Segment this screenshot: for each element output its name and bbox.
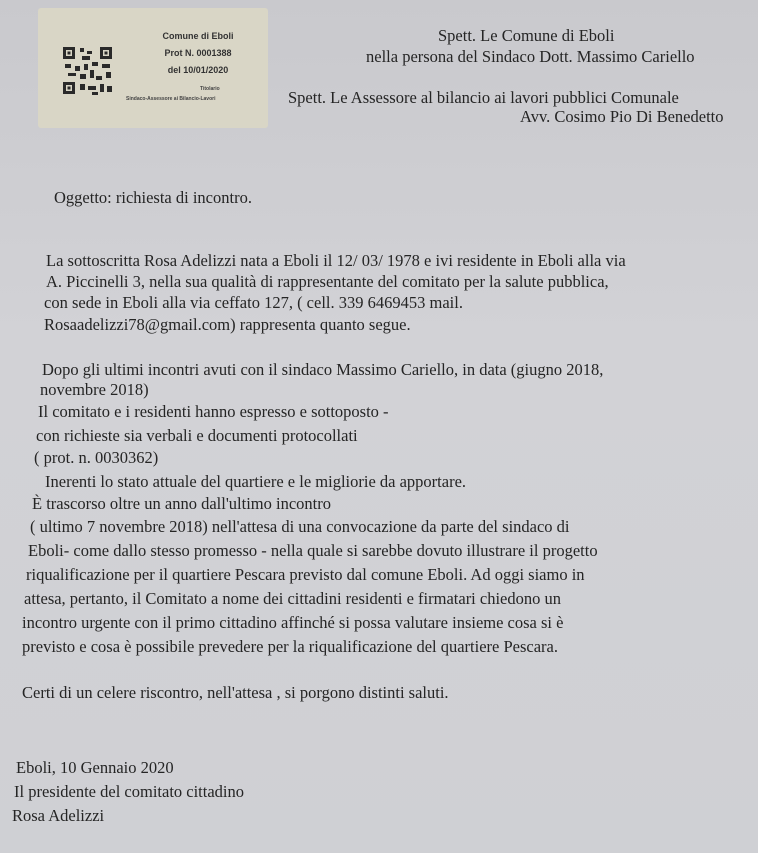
protocol-stamp (38, 8, 268, 128)
body-line: incontro urgente con il primo cittadino affinché si possa valutare insieme cosa si è (22, 613, 564, 632)
body-line: Dopo gli ultimi incontri avuti con il sindaco Massimo Cariello, in data (giugno 2018, (42, 360, 604, 379)
stamp-title: Comune di Eboli (162, 31, 234, 41)
body-line: La sottoscritta Rosa Adelizzi nata a Eboli il 12/ 03/ 1978 e ivi residente in Eboli alla via (46, 251, 626, 270)
body-line: con richieste sia verbali e documenti protocollati (36, 426, 358, 445)
body-line: attesa, pertanto, il Comitato a nome dei cittadini residenti e firmatari chiedono un (24, 589, 561, 608)
body-line: Il comitato e i residenti hanno espresso e sottoposto - (38, 402, 389, 421)
body-line: riqualificazione per il quartiere Pescara previsto dal comune Eboli. Ad oggi siamo in (26, 565, 585, 584)
recipient-line: Spett. Le Assessore al bilancio ai lavori pubblici Comunale (288, 88, 679, 107)
body-line: con sede in Eboli alla via ceffato 127, ( cell. 339 6469453 mail. (44, 293, 463, 312)
body-line: È trascorso oltre un anno dall'ultimo incontro (32, 494, 331, 513)
qr-code-icon (62, 46, 114, 96)
signature-date: Eboli, 10 Gennaio 2020 (16, 758, 174, 777)
closing-line: Certi di un celere riscontro, nell'attesa , si porgono distinti saluti. (22, 683, 449, 702)
body-line: Rosaadelizzi78@gmail.com) rappresenta quanto segue. (44, 315, 411, 334)
recipient-line: Spett. Le Comune di Eboli (438, 26, 615, 45)
body-line: previsto e cosa è possibile prevedere per la riqualificazione del quartiere Pescara. (22, 637, 559, 656)
signature-name: Rosa Adelizzi (12, 806, 105, 825)
signature-role: Il presidente del comitato cittadino (14, 782, 245, 801)
body-line: A. Piccinelli 3, nella sua qualità di rappresentante del comitato per la salute pubblica, (46, 272, 609, 291)
body-line: ( ultimo 7 novembre 2018) nell'attesa di una convocazione da parte del sindaco di (30, 517, 570, 536)
subject-line: Oggetto: richiesta di incontro. (54, 188, 252, 207)
body-line: Inerenti lo stato attuale del quartiere e le migliorie da apportare. (45, 472, 467, 491)
stamp-label: Titolario (200, 86, 220, 92)
stamp-date: del 10/01/2020 (167, 65, 229, 75)
recipient-line: Avv. Cosimo Pio Di Benedetto (520, 107, 724, 126)
body-line: Eboli- come dallo stesso promesso - nella quale si sarebbe dovuto illustrare il progetto (28, 541, 598, 560)
body-line: ( prot. n. 0030362) (34, 448, 159, 467)
recipient-line: nella persona del Sindaco Dott. Massimo Cariello (366, 47, 695, 66)
stamp-recipient: Sindaco-Assessore ai Bilancio-Lavori (126, 96, 216, 102)
stamp-details (138, 28, 258, 79)
stamp-protocol-number: Prot N. 0001388 (164, 48, 232, 58)
body-line: novembre 2018) (40, 380, 149, 399)
